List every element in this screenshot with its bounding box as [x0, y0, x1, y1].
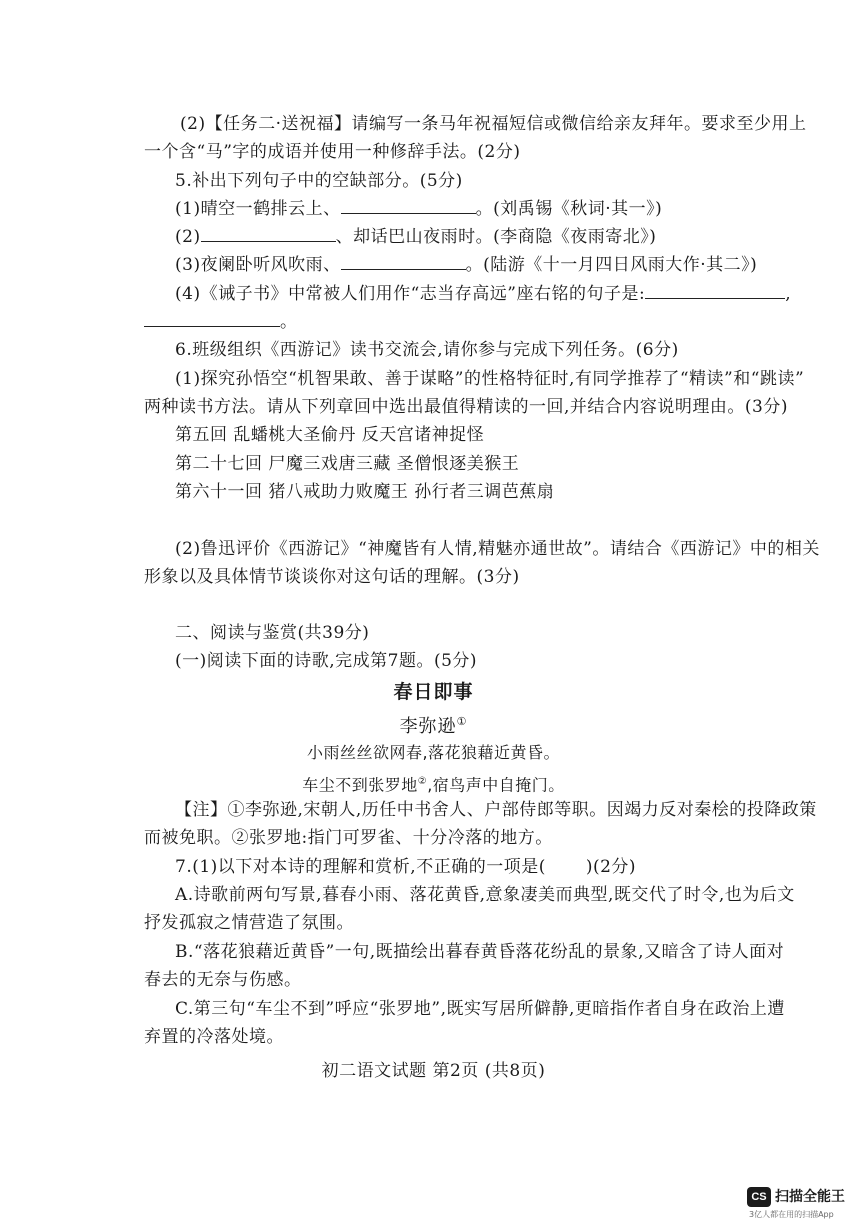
q6-p2-line2: 形象以及具体情节谈谈你对这句话的理解。(3分): [144, 567, 520, 587]
answer-blank: [341, 197, 476, 214]
poem-line2-part-b: ,宿鸟声中自掩门。: [427, 775, 565, 795]
answer-blank: [645, 282, 785, 299]
q5-stem: 5.补出下列句子中的空缺部分。(5分): [175, 171, 463, 191]
q6-stem: 6.班级组织《西游记》读书交流会,请你参与完成下列任务。(6分): [175, 340, 679, 360]
q7-stem: [175, 855, 636, 879]
notes-line2: 而被免职。②张罗地:指门可罗雀、十分冷落的地方。: [144, 828, 553, 848]
q5-item3-text-a: (3)夜阑卧听风吹雨、: [175, 255, 341, 275]
q7-option-a-line1: A.诗歌前两句写景,暮春小雨、落花黄昏,意象凄美而典型,既交代了时令,也为后文: [175, 885, 795, 905]
q6-p1-line2: 两种读书方法。请从下列章回中选出最值得精读的一回,并结合内容说明理由。(3分): [144, 397, 788, 417]
q5-item4-text-a: (4)《诫子书》中常被人们用作“志当存高远”座右铭的句子是:: [175, 284, 646, 304]
q5-item1-text-b: 。(刘禹锡《秋词·其一》): [475, 199, 663, 219]
scanner-tagline: 3亿人都在用的扫描App: [749, 1210, 834, 1219]
q5-item1-text-a: (1)晴空一鹤排云上、: [175, 199, 341, 219]
q5-item4-cont: [144, 310, 298, 334]
q7-option-c-line2: 弃置的冷落处境。: [144, 1027, 284, 1047]
q5-item2: [175, 225, 656, 249]
task2-line1: (2)【任务二·送祝福】请编写一条马年祝福短信或微信给亲友拜年。要求至少用上: [180, 114, 807, 134]
poem-line: 小雨丝丝欲网春,落花狼藉近黄昏。: [306, 743, 561, 762]
poem-author-name: 李弥逊: [399, 716, 457, 737]
q5-item1: [175, 197, 662, 221]
q6-p1-line1: (1)探究孙悟空“机智果敢、善于谋略”的性格特征时,有同学推荐了“精读”和“跳读”: [175, 369, 805, 389]
q5-item4: [175, 282, 791, 306]
footnote-marker: ②: [417, 776, 428, 787]
q7-stem-b: )(2分): [585, 857, 637, 877]
answer-blank: [144, 310, 280, 327]
q6-chapter: 第五回 乱蟠桃大圣偷丹 反天宫诸神捉怪: [175, 425, 485, 445]
section-heading: 二、阅读与鉴赏(共39分): [175, 623, 370, 643]
notes-line1: 【注】①李弥逊,宋朝人,历任中书舍人、户部侍郎等职。因竭力反对秦桧的投降政策: [175, 800, 817, 820]
footnote-marker: ①: [456, 715, 468, 728]
q5-item2-text-b: 、却话巴山夜雨时。(李商隐《夜雨寄北》): [335, 227, 657, 247]
q5-item2-text-a: (2): [175, 227, 201, 247]
q7-option-b-line2: 春去的无奈与伤感。: [144, 970, 302, 990]
poem-author: [0, 710, 867, 739]
q6-chapter: 第六十一回 猪八戒助力败魔王 孙行者三调芭蕉扇: [175, 482, 555, 502]
q6-chapter: 第二十七回 尸魔三戏唐三藏 圣僧恨逐美猴王: [175, 454, 520, 474]
q5-item4-text-b: ,: [785, 284, 792, 304]
answer-blank: [201, 225, 336, 242]
q7-option-a-line2: 抒发孤寂之情营造了氛围。: [144, 913, 354, 933]
scanner-logo-icon: CS: [747, 1187, 771, 1207]
q5-item3-text-b: 。(陆游《十一月四日风雨大作·其二》): [465, 255, 758, 275]
q6-p2-line1: (2)鲁迅评价《西游记》“神魔皆有人情,精魅亦通世故”。请结合《西游记》中的相关: [175, 539, 820, 559]
q5-item4-text-c: 。: [280, 312, 298, 332]
page-footer: 初二语文试题 第2页 (共8页): [321, 1061, 546, 1081]
poem-title: 春日即事: [393, 681, 474, 703]
task2-line2: 一个含“马”字的成语并使用一种修辞手法。(2分): [144, 142, 521, 162]
section-sub-heading: (一)阅读下面的诗歌,完成第7题。(5分): [175, 651, 478, 671]
q7-option-b-line1: B.“落花狼藉近黄昏”一句,既描绘出暮春黄昏落花纷乱的景象,又暗含了诗人面对: [175, 942, 785, 962]
q7-stem-a: 7.(1)以下对本诗的理解和赏析,不正确的一项是(: [175, 857, 546, 877]
poem-line: [0, 770, 867, 797]
poem-line2-part-a: 车尘不到张罗地: [302, 775, 418, 795]
q5-item3: [175, 253, 757, 277]
q7-option-c-line1: C.第三句“车尘不到”呼应“张罗地”,既实写居所僻静,更暗指作者自身在政治上遭: [175, 999, 785, 1019]
answer-blank: [341, 253, 466, 270]
scanner-watermark: [747, 1185, 857, 1221]
scanner-app-name: 扫描全能王: [775, 1189, 845, 1205]
